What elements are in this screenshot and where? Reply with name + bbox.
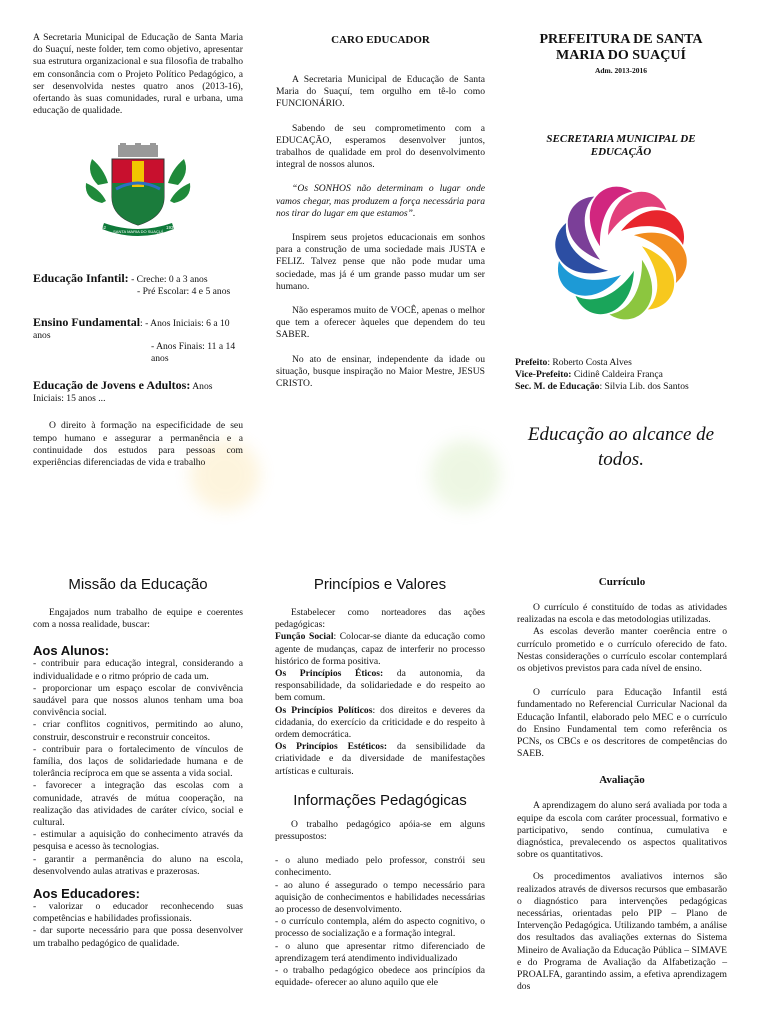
educador-item: - valorizar o educador reconhecendo suas competências e habilidades profissionais. [33, 901, 243, 925]
panel-cover [515, 32, 727, 472]
paragraph: Não esperamos muito de VOCÊ, apenas o melhor que tem a oferecer àqueles que dependem do teu SABER. [276, 305, 485, 341]
alunos-list [33, 658, 243, 878]
paragraph: Inspirem seus projetos educacionais em sonhos para a construção de uma sociedade mais JUSTA e FELIZ. Talvez pense que não pode mudar uma sociedade, mas já é um grande passo mudar um ser humano. [276, 232, 485, 292]
paragraph: A aprendizagem do aluno será avaliada por toda a equipe da escola com caráter processual, formativo e participativo, sendo contínua, cumulativa e diagnóstica, prevalecendo os aspectos qualitativos sobre os quantitativos. [517, 800, 727, 861]
educadores-list [33, 901, 243, 950]
paragraph: O currículo é constituído de todas as atividades realizadas na escola e das metodologias utilizadas. [517, 602, 727, 626]
level-line: : - Anos Iniciais: 6 a 10 anos [33, 318, 230, 341]
paragraph: Sabendo de seu comprometimento com a EDUCAÇÃO, esperamos desenvolver juntos, trabalhos de qualidade em prol do desenvolvimento integral de nossos alunos. [276, 122, 485, 171]
staff-row: Vice-Prefeito: Cidinê Caldeira França [515, 369, 663, 381]
panel-intro [33, 32, 243, 469]
educadores-heading: Aos Educadores: [33, 886, 140, 902]
level-title: Ensino Fundamental [33, 315, 141, 330]
panel-missao [33, 576, 243, 950]
quote: “Os SONHOS não determinam o lugar onde vamos chegar, mas produzem a força necessária para nos tirar do lugar em que estamos”. [276, 183, 485, 219]
principio-item [275, 741, 485, 778]
staff-row: Sec. M. de Educação: Silvia Lib. dos Santos [515, 381, 689, 393]
panel-title: Currículo [598, 576, 646, 588]
level-fundamental [33, 317, 243, 364]
principio-label: Os Princípios Estéticos: [275, 741, 388, 753]
info-item: - o currículo contempla, além do aspecto cognitivo, o processo de socialização e a formação integral. [275, 916, 485, 940]
aluno-item: - garantir a permanência do aluno na escola, desenvolvendo aulas atrativas e prazerosas. [33, 853, 243, 877]
principio-text: da autonomia, da responsabilidade, da solidariedade e do respeito ao bem comum. [275, 668, 486, 704]
aluno-item: - proporcionar um espaço escolar de convivência saudável para que nossos alunos tenham uma boa convivência social. [33, 682, 243, 719]
panel-caro-educador [276, 34, 485, 390]
principio-text: : dos direitos e deveres da cidadania, do exercício da criticidade e do respeito à ordem democrática. [275, 704, 485, 741]
crest-year-right: 1938 [166, 225, 177, 231]
aluno-item: - favorecer a integração das escolas com a comunidade, através de mútua cooperação, na realização das atividades de caráter cívico, social e cultural. [33, 780, 243, 829]
level-infantil [33, 273, 243, 297]
paragraph: A Secretaria Municipal de Educação de Santa Maria do Suaçuí, tem orgulho em tê-lo como FUNCIONÁRIO. [276, 74, 485, 110]
paragraph: O trabalho pedagógico apóia-se em alguns pressupostos: [275, 818, 485, 843]
principio-label: Os Princípios Éticos: [275, 668, 384, 680]
principios-list [275, 631, 485, 777]
staff-list [515, 357, 727, 394]
paragraph: Os procedimentos avaliativos internos são realizados através de diversos recursos que embasarão o diagnóstico para intervenções pedagógicas necessárias, orientadas pelo PIP – Plano de Intervenção Pedagógica. Utilizando também, a análise dos resultados das avaliações externas do Sistema Mineiro de Avaliação da Educação Pública – SIMAVE e do Programa de Avaliação da Alfabetização – PROALFA, garantindo assim, a efetiva aprendizagem dos [517, 871, 727, 993]
panel-title: Princípios e Valores [313, 576, 447, 593]
level-line: Anos Iniciais: 15 anos ... [33, 381, 213, 404]
eja-description: O direito à formação na especificidade de seu tempo humano e assegurar a permanência e a continuidade dos estudos para pessoas com experiências diferenciadas de vida e trabalho [33, 420, 243, 469]
panel-title: CARO EDUCADOR [331, 34, 430, 46]
avaliacao-title: Avaliação [599, 774, 645, 787]
info-title: Informações Pedagógicas [293, 791, 467, 809]
principio-label: Os Princípios Políticos [275, 704, 373, 716]
principio-item [275, 705, 485, 742]
crest-year-left: 1862 [96, 225, 107, 231]
info-item: - o trabalho pedagógico obedece aos princípios da equidade- oferecer ao aluno aquilo que ele [275, 965, 485, 989]
education-logo [537, 169, 705, 337]
prefeitura-title: PREFEITURA DE SANTA MARIA DO SUAÇUÍ [539, 32, 703, 63]
aluno-item: - estimular a aquisição do conhecimento através da pesquisa e acesso às tecnologias. [33, 829, 243, 853]
principio-text: da sensibilidade da criatividade e da diversidade de manifestações artísticas e culturais. [275, 741, 485, 777]
alunos-heading: Aos Alunos: [33, 643, 110, 659]
aluno-item: - contribuir para educação integral, considerando a individualidade e o ritmo próprio de cada um. [33, 658, 243, 682]
level-line: - Creche: 0 a 3 anos [131, 274, 208, 286]
panel-principios [275, 576, 485, 989]
intro-text: A Secretaria Municipal de Educação de Santa Maria do Suaçuí, neste folder, tem como objetivo, apresentar sua estrutura organizacional e sua filosofia de trabalho em consonância com o Projeto Político Pedagógico, a ser desenvolvida nestes quatro anos (2013-16), ofertando às suas comunidades, rural e urbana, uma educação de qualidade. [33, 32, 243, 117]
staff-row: Prefeito: Roberto Costa Alves [515, 357, 632, 368]
city-crest [82, 143, 194, 243]
info-list [275, 855, 485, 989]
educador-item: - dar suporte necessário para que possa desenvolver um trabalho pedagógico de qualidade. [33, 925, 243, 949]
paragraph: As escolas deverão manter coerência entre o currículo prometido e o currículo oferecido de fato. Nestas considerações o currículo escolar contemplará os objetivos previstos para cada nível de ensino. [517, 626, 727, 675]
paragraph: Engajados num trabalho de equipe e coerentes com a nossa realidade, buscar: [33, 607, 243, 631]
aluno-item: - contribuir para o fortalecimento de vínculos de família, dos laços de solidariedade humana e de tolerância recíproca em que se assenta a vida social. [33, 743, 243, 780]
administration-years: Adm. 2013-2016 [594, 66, 648, 75]
panel-title: Missão da Educação [68, 576, 208, 593]
level-line: - Pré Escolar: 4 e 5 anos [137, 285, 231, 297]
principio-item [275, 668, 485, 705]
level-title: Educação Infantil: [33, 271, 129, 286]
principio-item [275, 631, 485, 668]
level-title: Educação de Jovens e Adultos: [33, 378, 191, 393]
secretaria-title: SECRETARIA MUNICIPAL DE EDUCAÇÃO [546, 133, 696, 158]
info-item: - ao aluno é assegurado o tempo necessário para aquisição de conhecimentos e habilidades necessárias ao processo de desenvolvimento. [275, 879, 485, 916]
watermark-swatch [430, 440, 500, 510]
paragraph: No ato de ensinar, independente da idade ou situação, busque inspiração no Maior Mestre, JESUS CRISTO. [276, 353, 485, 390]
panel-curriculo [517, 576, 727, 993]
slogan: Educação ao alcance de todos. [527, 423, 715, 470]
principio-text: : Colocar-se diante da educação como agente de mudanças, capaz de interferir no processo histórico de forma positiva. [275, 631, 485, 667]
crest-banner-text: SANTA MARIA DO SUAÇUÍ [113, 229, 163, 235]
info-item: - o aluno mediado pelo professor, constrói seu conhecimento. [275, 855, 485, 879]
principio-label: Função Social [275, 631, 334, 643]
info-item: - o aluno que apresentar ritmo diferenciado de aprendizagem terá atendimento individualizado [275, 940, 485, 964]
aluno-item: - criar conflitos cognitivos, permitindo ao aluno, construir, desconstruir e reconstruir conceitos. [33, 719, 243, 743]
level-line: - Anos Finais: 11 a 14 anos [151, 341, 236, 364]
level-eja [33, 380, 243, 404]
paragraph: Estabelecer como norteadores das ações pedagógicas: [275, 607, 485, 631]
paragraph: O currículo para Educação Infantil está fundamentado no Referencial Curricular Nacional da Educação Infantil, elaborado pelo MEC e o currículo do Ensino Fundamental tem como referência os PCNs, os CBCs e os descritores de competências do SAEB. [517, 687, 727, 760]
